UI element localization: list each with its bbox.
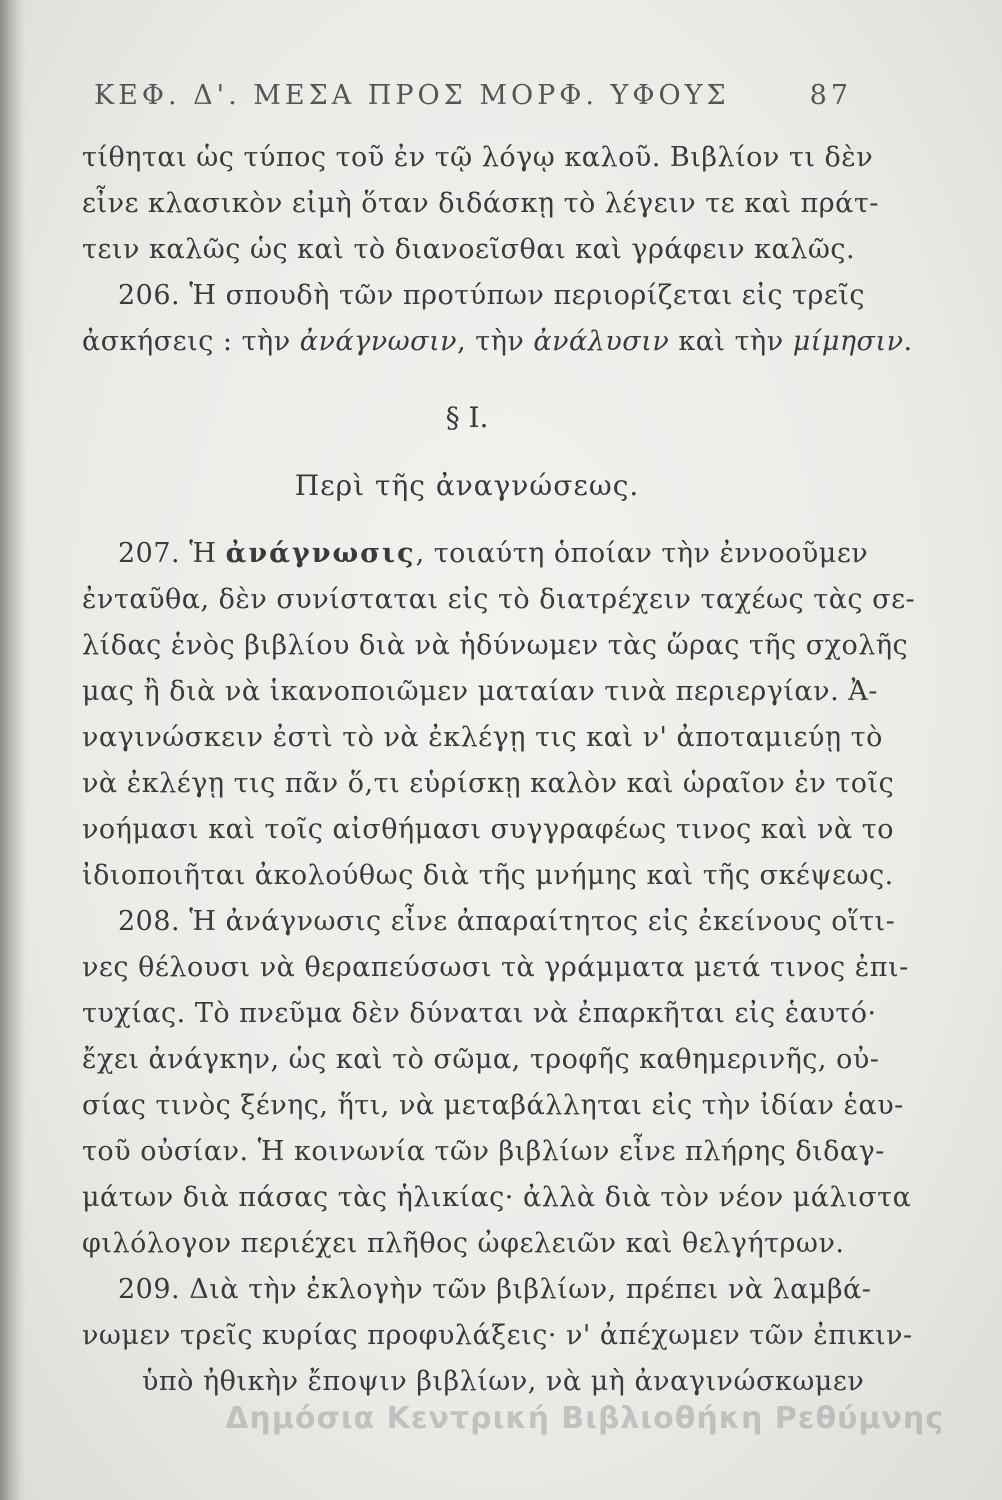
paragraph-number: 206.	[118, 280, 181, 311]
running-head	[82, 80, 852, 111]
page-content	[82, 80, 916, 1405]
text-span: , τὴν	[457, 326, 534, 357]
text-line: νὰ ἐκλέγῃ τις πᾶν ὅ,τι εὑρίσκῃ καλὸν καὶ ὡραῖον ἐν τοῖς	[82, 768, 895, 799]
paragraph-206	[82, 273, 913, 365]
page-binding-shadow	[0, 0, 26, 1500]
paragraph-continued	[82, 135, 879, 273]
text-line: φιλόλογον περιέχει πλῆθος ὠφελειῶν καὶ θελγήτρων.	[82, 1228, 845, 1259]
text-line	[82, 899, 896, 945]
paragraph-number: 207.	[118, 538, 181, 569]
running-head-title: ΚΕΦ. Δ'. ΜΕΣΑ ΠΡΟΣ ΜΟΡΦ. ΥΦΟΥΣ	[94, 80, 730, 111]
text-line: τυχίας. Τὸ πνεῦμα δὲν δύναται νὰ ἐπαρκῆται εἰς ἑαυτό·	[82, 998, 877, 1029]
text-line: νωμεν τρεῖς κυρίας προφυλάξεις· ν' ἀπέχωμεν τῶν ἐπικιν-	[82, 1320, 913, 1351]
text-line: ἔχει ἀνάγκην, ὡς καὶ τὸ σῶμα, τροφῆς καθημερινῆς, οὐ-	[82, 1044, 880, 1075]
text-span: Ἡ ἀνάγνωσις εἶνε ἀπαραίτητος εἰς ἐκείνους οἵτι-	[189, 906, 896, 937]
text-line: μας ἢ διὰ νὰ ἱκανοποιῶμεν ματαίαν τινὰ περιεργίαν. Ἀ-	[82, 676, 878, 707]
text-span: Ἡ σπουδὴ τῶν προτύπων περιορίζεται εἰς τρεῖς	[189, 280, 866, 311]
text-span: , τοιαύτη ὁποίαν τὴν ἐννοοῦμεν	[415, 538, 869, 569]
text-line: ἐνταῦθα, δὲν συνίσταται εἰς τὸ διατρέχειν ταχέως τὰς σε-	[82, 584, 916, 615]
paragraph-number: 209.	[118, 1274, 181, 1305]
paragraph-number: 208.	[118, 906, 181, 937]
text-line: λίδας ἑνὸς βιβλίου διὰ νὰ ἡδύνωμεν τὰς ὥρας τῆς σχολῆς	[82, 630, 909, 661]
text-span: ἀσκήσεις : τὴν	[82, 326, 300, 357]
paragraph-209	[82, 1267, 913, 1405]
section-title: Περὶ τῆς ἀναγνώσεως.	[294, 469, 640, 502]
page-number: 87	[809, 80, 852, 111]
text-line	[82, 1267, 872, 1313]
text-line: εἶνε κλασικὸν εἰμὴ ὅταν διδάσκῃ τὸ λέγειν τε καὶ πράτ-	[82, 188, 879, 219]
text-span: .	[903, 326, 913, 357]
library-watermark: Δημόσια Κεντρική Βιβλιοθήκη Ρεθύμνης	[225, 1401, 944, 1436]
section-mark: § I.	[445, 401, 489, 434]
italic-term: μίμησιν	[792, 326, 904, 357]
text-line: τειν καλῶς ὡς καὶ τὸ διανοεῖσθαι καὶ γράφειν καλῶς.	[82, 234, 856, 265]
italic-term: ἀνάγνωσιν	[299, 326, 458, 357]
text-line: ναγινώσκειν ἐστὶ τὸ νὰ ἐκλέγῃ τις καὶ ν' ἀποταμιεύῃ τὸ	[82, 722, 883, 753]
text-line: ὑπὸ ἠθικὴν ἔποψιν βιβλίων, νὰ μὴ ἀναγινώσκωμεν	[142, 1366, 865, 1397]
text-line	[82, 531, 869, 577]
bold-term: ἀνάγνωσις	[225, 538, 416, 569]
text-line: νες θέλουσι νὰ θεραπεύσωσι τὰ γράμματα μετά τινος ἐπι-	[82, 952, 909, 983]
text-span: καὶ τὴν	[669, 326, 793, 357]
text-line: μάτων διὰ πάσας τὰς ἡλικίας· ἀλλὰ διὰ τὸν νέον μάλιστα	[82, 1182, 912, 1213]
text-line	[82, 273, 866, 319]
text-line: ἰδιοποιῆται ἀκολούθως διὰ τῆς μνήμης καὶ τῆς σκέψεως.	[82, 860, 894, 891]
paragraph-208	[82, 899, 912, 1267]
text-line	[82, 319, 913, 365]
text-line: τοῦ οὐσίαν. Ἡ κοινωνία τῶν βιβλίων εἶνε πλήρης διδαγ-	[82, 1136, 885, 1167]
text-line: σίας τινὸς ξένης, ἥτι, νὰ μεταβάλληται εἰς τὴν ἰδίαν ἑαυ-	[82, 1090, 904, 1121]
italic-term: ἀνάλυσιν	[533, 326, 670, 357]
paragraph-207	[82, 531, 916, 899]
text-line: νοήμασι καὶ τοῖς αἰσθήμασι συγγραφέως τινος καὶ νὰ το	[82, 814, 894, 845]
text-span: Ἡ	[189, 538, 226, 569]
text-line: τίθηται ὡς τύπος τοῦ ἐν τῷ λόγῳ καλοῦ. Βιβλίον τι δὲν	[82, 142, 874, 173]
text-span: Διὰ τὴν ἐκλογὴν τῶν βιβλίων, πρέπει νὰ λαμβά-	[189, 1274, 872, 1305]
